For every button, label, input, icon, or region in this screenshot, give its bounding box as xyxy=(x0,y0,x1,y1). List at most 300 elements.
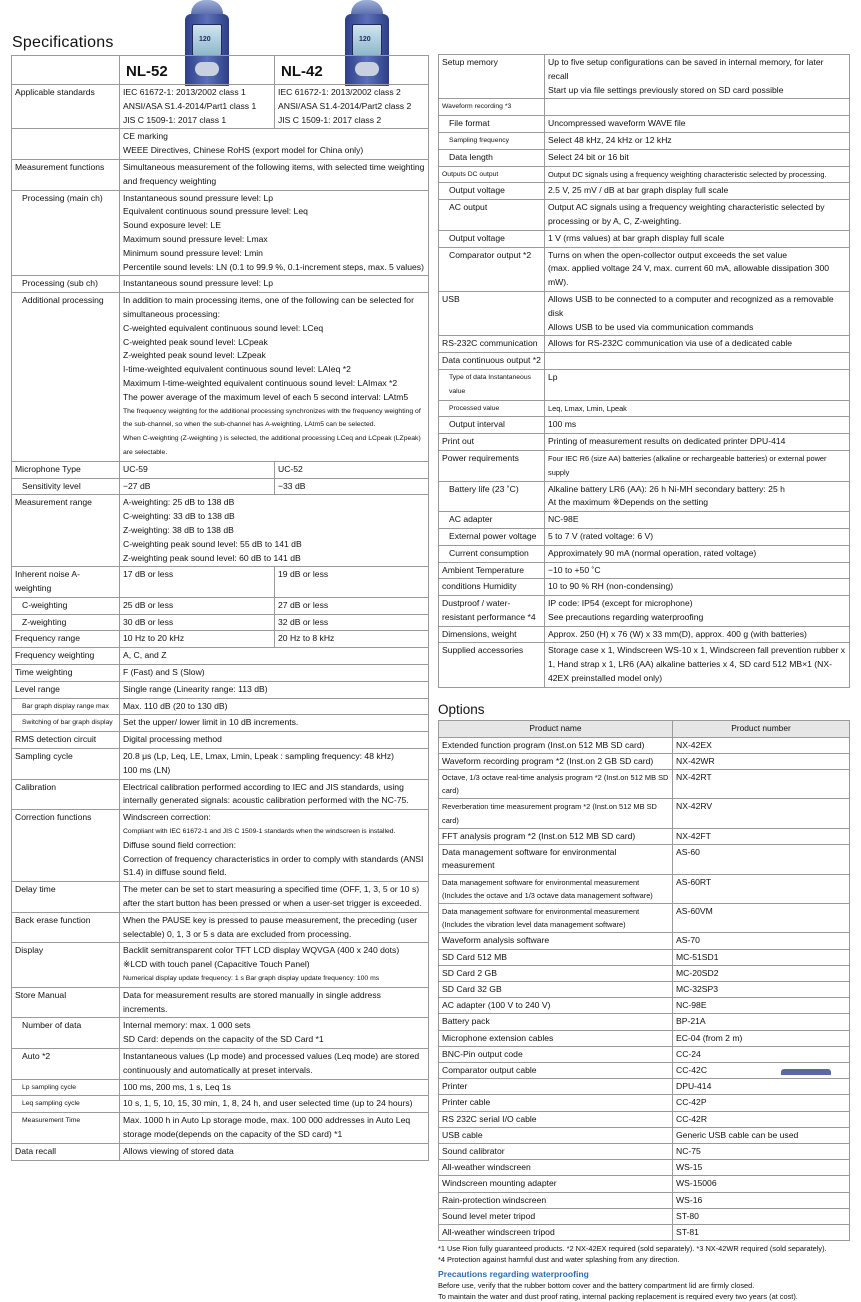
spec-value-text: Instantaneous sound pressure level: Lp xyxy=(123,278,274,289)
spec-label: Dustproof / water-resistant performance *4 xyxy=(439,596,545,627)
options-row xyxy=(439,1127,850,1143)
spec-value xyxy=(120,648,429,665)
spec-value xyxy=(120,159,429,190)
options-row xyxy=(439,1176,850,1192)
spec-value: Select 24 bit or 16 bit xyxy=(545,149,850,166)
spec-label: Microphone Type xyxy=(12,461,120,478)
spec-label: External power voltage xyxy=(439,528,545,545)
spec-value-text: Digital processing method xyxy=(123,734,222,745)
spec-value-text: When the PAUSE key is pressed to pause measurement, the preceding (user selectable) 0, 1, 3 or 5 s data are excluded from processing. xyxy=(123,914,418,939)
spec-label: C-weighting xyxy=(12,597,120,614)
spec-label: Processing (main ch) xyxy=(12,190,120,276)
spec-row xyxy=(12,129,429,160)
spec-row xyxy=(12,461,429,478)
spec-row xyxy=(439,230,850,247)
spec-row xyxy=(12,681,429,698)
spec-value: Allows USB to be connected to a computer and recognized as a removable disk Allows USB to be used via communication commands xyxy=(545,291,850,335)
spec-value-text: A, C, and Z xyxy=(123,650,167,661)
option-product-number: NX-42RV xyxy=(673,799,850,828)
spec-label: Inherent noise A-weighting xyxy=(12,567,120,598)
spec-row xyxy=(439,353,850,370)
spec-row xyxy=(12,779,429,810)
option-product-number: NX-42WR xyxy=(673,753,850,769)
options-row xyxy=(439,1143,850,1159)
spec-row xyxy=(12,943,429,987)
spec-value xyxy=(120,190,429,276)
options-row xyxy=(439,828,850,844)
spec-label: Bar graph display range max xyxy=(12,698,120,715)
nl42-meter-image: 120 xyxy=(345,0,389,86)
options-row xyxy=(439,903,850,932)
model-header-blank xyxy=(12,56,120,85)
spec-value xyxy=(120,882,429,913)
spec-value-nl52: IEC 61672-1: 2013/2002 class 1 ANSI/ASA S1.4-2014/Part1 class 1 JIS C 1509-1: 2017 class 1 xyxy=(120,85,275,129)
spec-row xyxy=(439,400,850,417)
spec-value xyxy=(120,912,429,943)
options-row xyxy=(439,1224,850,1240)
options-row xyxy=(439,1208,850,1224)
spec-row xyxy=(439,545,850,562)
spec-row xyxy=(12,276,429,293)
spec-row xyxy=(12,1096,429,1113)
spec-value-fine-print: Compliant with IEC 61672-1 and JIS C 1509-1 standards when the windscreen is installed. xyxy=(123,828,396,836)
spec-value: IP code: IP54 (except for microphone) See precautions regarding waterproofing xyxy=(545,596,850,627)
spec-value xyxy=(120,732,429,749)
options-row xyxy=(439,998,850,1014)
option-product-number: EC-04 (from 2 m) xyxy=(673,1030,850,1046)
spec-row xyxy=(12,495,429,567)
spec-label: Outputs DC output xyxy=(439,166,545,183)
spec-label: Comparator output *2 xyxy=(439,247,545,291)
options-row xyxy=(439,845,850,874)
spec-row xyxy=(12,1113,429,1144)
options-row xyxy=(439,933,850,949)
waterproofing-heading: Precautions regarding waterproofing xyxy=(438,1269,589,1280)
option-product-name: Waveform analysis software xyxy=(439,933,673,949)
spec-row xyxy=(439,166,850,183)
spec-value xyxy=(120,1113,429,1144)
spec-row xyxy=(12,478,429,495)
spec-row xyxy=(12,1018,429,1049)
spec-value-text: Max. 1000 h in Auto Lp storage mode, max. 100 000 addresses in Auto Leq storage mode(depends on the capacity of the SD card) *1 xyxy=(123,1115,411,1139)
spec-label: Leq sampling cycle xyxy=(12,1096,120,1113)
option-product-number: AS-60RT xyxy=(673,874,850,903)
option-product-name: Data management software for environmental measurement (Includes the octave and 1/3 octave data management software) xyxy=(439,874,673,903)
spec-value-nl42: 27 dB or less xyxy=(275,597,429,614)
spec-row xyxy=(12,631,429,648)
spec-value xyxy=(120,1143,429,1160)
specifications-title: Specifications xyxy=(12,34,114,51)
spec-row xyxy=(12,648,429,665)
spec-label: Type of data Instantaneous value xyxy=(439,369,545,400)
option-product-number: MC-32SP3 xyxy=(673,981,850,997)
spec-value: Approximately 90 mA (normal operation, rated voltage) xyxy=(545,545,850,562)
spec-value xyxy=(120,1096,429,1113)
spec-label: Output interval xyxy=(439,417,545,434)
spec-label: Store Manual xyxy=(12,987,120,1018)
spec-value: Select 48 kHz, 24 kHz or 12 kHz xyxy=(545,132,850,149)
spec-row xyxy=(439,417,850,434)
spec-label xyxy=(12,129,120,160)
spec-label: Current consumption xyxy=(439,545,545,562)
spec-row xyxy=(12,715,429,732)
option-product-name: Printer xyxy=(439,1079,673,1095)
option-product-number: CC-24 xyxy=(673,1046,850,1062)
spec-row xyxy=(12,732,429,749)
spec-value: Printing of measurement results on dedicated printer DPU-414 xyxy=(545,434,850,451)
option-product-number: DPU-414 xyxy=(673,1079,850,1095)
spec-row xyxy=(12,85,429,129)
option-product-name: Data management software for environmental measurement (Includes the vibration level data management software) xyxy=(439,903,673,932)
spec-value-fine-print: The frequency weighting for the additional processing synchronizes with the frequency weighting of the sub-channel, so when the sub-channel has A-weighting, LAtm5 can be selected. When C-weighting (Z-weighting ) is selected, the additional processing LCeq and LCpeak (LZpeak) are selectable. xyxy=(123,407,421,456)
spec-value-text: Set the upper/ lower limit in 10 dB increments. xyxy=(123,717,299,728)
spec-row xyxy=(439,643,850,687)
option-product-number: AS-70 xyxy=(673,933,850,949)
option-product-number: AS-60 xyxy=(673,845,850,874)
spec-value: Four IEC R6 (size AA) batteries (alkaline or rechargeable batteries) or external power supply xyxy=(545,450,850,481)
spec-label: Correction functions xyxy=(12,810,120,882)
options-row xyxy=(439,949,850,965)
right-spec-column xyxy=(438,54,849,1302)
spec-value: 2.5 V, 25 mV / dB at bar graph display full scale xyxy=(545,183,850,200)
spec-value: Leq, Lmax, Lmin, Lpeak xyxy=(545,400,850,417)
spec-value: Output AC signals using a frequency weighting characteristic selected by processing or by A, C, Z-weighting. xyxy=(545,200,850,231)
spec-row xyxy=(12,614,429,631)
spec-value xyxy=(120,810,429,882)
option-product-number: ST-81 xyxy=(673,1224,850,1240)
spec-label: Auto *2 xyxy=(12,1049,120,1080)
spec-value-nl52: 25 dB or less xyxy=(120,597,275,614)
spec-value-text: Single range (Linearity range: 113 dB) xyxy=(123,683,268,694)
spec-label: Time weighting xyxy=(12,665,120,682)
options-row xyxy=(439,1079,850,1095)
footnotes xyxy=(438,1243,849,1302)
spec-value: Alkaline battery LR6 (AA): 26 h Ni-MH secondary battery: 25 h At the maximum ※Depends on the setting xyxy=(545,481,850,512)
spec-row xyxy=(439,149,850,166)
spec-row xyxy=(439,596,850,627)
option-product-name: Windscreen mounting adapter xyxy=(439,1176,673,1192)
option-product-name: SD Card 32 GB xyxy=(439,981,673,997)
option-product-number: MC-51SD1 xyxy=(673,949,850,965)
options-header-product-number: Product number xyxy=(673,720,850,737)
spec-label: Sampling cycle xyxy=(12,749,120,780)
spec-row xyxy=(439,183,850,200)
spec-value: Approx. 250 (H) x 76 (W) x 33 mm(D), approx. 400 g (with batteries) xyxy=(545,626,850,643)
spec-label: File format xyxy=(439,116,545,133)
spec-label: Additional processing xyxy=(12,293,120,462)
spec-value xyxy=(120,129,429,160)
spec-row xyxy=(439,291,850,335)
options-row xyxy=(439,1192,850,1208)
spec-row xyxy=(12,665,429,682)
spec-row xyxy=(439,528,850,545)
spec-table-right xyxy=(438,54,850,688)
spec-row xyxy=(439,132,850,149)
spec-row xyxy=(439,200,850,231)
spec-value xyxy=(545,99,850,116)
spec-value: −10 to +50 ˚C xyxy=(545,562,850,579)
option-product-name: Comparator output cable xyxy=(439,1062,673,1078)
spec-row xyxy=(12,190,429,276)
options-table xyxy=(438,720,850,1241)
spec-label: RS-232C communication xyxy=(439,336,545,353)
page-corner-tab xyxy=(781,1069,831,1075)
spec-row xyxy=(439,99,850,116)
spec-value xyxy=(120,943,429,987)
spec-value xyxy=(120,665,429,682)
option-product-name: Octave, 1/3 octave real-time analysis program *2 (Inst.on 512 MB SD card) xyxy=(439,770,673,799)
spec-value-nl52: UC-59 xyxy=(120,461,275,478)
option-product-number: MC-20SD2 xyxy=(673,965,850,981)
spec-label: Data recall xyxy=(12,1143,120,1160)
spec-row xyxy=(12,293,429,462)
spec-value-text: Data for measurement results are stored manually in single address increments. xyxy=(123,989,381,1014)
spec-value-nl42: IEC 61672-1: 2013/2002 class 2 ANSI/ASA S1.4-2014/Part2 class 2 JIS C 1509-1: 2017 class 2 xyxy=(275,85,429,129)
spec-value xyxy=(120,1018,429,1049)
options-row xyxy=(439,1111,850,1127)
spec-label: Battery life (23 ˚C) xyxy=(439,481,545,512)
spec-value: Lp xyxy=(545,369,850,400)
spec-value xyxy=(120,495,429,567)
spec-label: USB xyxy=(439,291,545,335)
spec-row xyxy=(12,987,429,1018)
spec-value xyxy=(120,681,429,698)
spec-label: Data continuous output *2 xyxy=(439,353,545,370)
spec-value-text: Instantaneous values (Lp mode) and processed values (Leq mode) are stored continuously and automatically at preset intervals. xyxy=(123,1051,420,1075)
option-product-number: WS-15 xyxy=(673,1160,850,1176)
option-product-number: CC-42R xyxy=(673,1111,850,1127)
spec-row xyxy=(439,336,850,353)
option-product-name: Waveform recording program *2 (Inst.on 2 GB SD card) xyxy=(439,753,673,769)
options-row xyxy=(439,1160,850,1176)
spec-label: Back erase function xyxy=(12,912,120,943)
spec-value-text: Electrical calibration performed according to IEC and JIS standards, using internally generated signals: acoustic calibration performed with the NC-75. xyxy=(123,781,409,806)
spec-value: Turns on when the open-collector output exceeds the set value (max. applied voltage 24 V, max. current 60 mA, allowable dissipation 300 mW). xyxy=(545,247,850,291)
options-row xyxy=(439,770,850,799)
spec-label: Output voltage xyxy=(439,183,545,200)
option-product-name: Sound calibrator xyxy=(439,1143,673,1159)
options-row xyxy=(439,1030,850,1046)
option-product-number: NC-98E xyxy=(673,998,850,1014)
model-nl42-heading: NL-42 xyxy=(275,56,429,85)
spec-label: Dimensions, weight xyxy=(439,626,545,643)
spec-row xyxy=(12,159,429,190)
spec-row xyxy=(439,434,850,451)
spec-row xyxy=(12,882,429,913)
spec-value xyxy=(120,749,429,780)
option-product-name: Extended function program (Inst.on 512 MB SD card) xyxy=(439,737,673,753)
option-product-name: RS 232C serial I/O cable xyxy=(439,1111,673,1127)
spec-label: RMS detection circuit xyxy=(12,732,120,749)
option-product-number: Generic USB cable can be used xyxy=(673,1127,850,1143)
spec-value xyxy=(120,715,429,732)
options-row xyxy=(439,965,850,981)
spec-row xyxy=(439,247,850,291)
spec-table-left xyxy=(11,55,429,1161)
footnote-1: *1 Use Rion fully guaranteed products. *2 NX-42EX required (sold separately). *3 NX-42WR required (sold separately). xyxy=(438,1244,827,1254)
spec-value-text: CE marking WEEE Directives, Chinese RoHS (export model for China only) xyxy=(123,131,364,156)
spec-label: Calibration xyxy=(12,779,120,810)
spec-value: 1 V (rms values) at bar graph display full scale xyxy=(545,230,850,247)
option-product-name: Rain-protection windscreen xyxy=(439,1192,673,1208)
spec-row xyxy=(439,626,850,643)
spec-row xyxy=(439,562,850,579)
spec-value xyxy=(120,987,429,1018)
spec-label: Data length xyxy=(439,149,545,166)
spec-row xyxy=(439,450,850,481)
spec-value: 10 to 90 % RH (non-condensing) xyxy=(545,579,850,596)
spec-value: 100 ms xyxy=(545,417,850,434)
spec-value xyxy=(120,1079,429,1096)
option-product-name: USB cable xyxy=(439,1127,673,1143)
option-product-name: SD Card 2 GB xyxy=(439,965,673,981)
spec-value-text: Backlit semitransparent color TFT LCD display WQVGA (400 x 240 dots) ※LCD with touch panel (Capacitive Touch Panel) xyxy=(123,945,400,970)
spec-label: Ambient Temperature xyxy=(439,562,545,579)
spec-value-text: 10 s, 1, 5, 10, 15, 30 min, 1, 8, 24 h, and user selected time (up to 24 hours) xyxy=(123,1098,413,1109)
spec-value: Output DC signals using a frequency weighting characteristic selected by processing. xyxy=(545,166,850,183)
spec-value-text: 100 ms, 200 ms, 1 s, Leq 1s xyxy=(123,1081,231,1092)
spec-label: Measurement range xyxy=(12,495,120,567)
spec-label: Level range xyxy=(12,681,120,698)
spec-value-nl52: −27 dB xyxy=(120,478,275,495)
option-product-number: NC-75 xyxy=(673,1143,850,1159)
spec-label: Waveform recording *3 xyxy=(439,99,545,116)
spec-value-text: Instantaneous sound pressure level: Lp Equivalent continuous sound pressure level: Leq Sound exposure level: LE Maximum sound pressure level: Lmax Minimum sound pressure level: Lmin Percentile sound levels: LN (0.1 to 99.9 %, 0.1-increment steps, max. 5 values) xyxy=(123,192,424,272)
spec-value-nl42: −33 dB xyxy=(275,478,429,495)
spec-row xyxy=(12,912,429,943)
spec-label: Display xyxy=(12,943,120,987)
spec-row xyxy=(439,481,850,512)
option-product-name: All-weather windscreen xyxy=(439,1160,673,1176)
options-row xyxy=(439,737,850,753)
spec-value-nl52: 30 dB or less xyxy=(120,614,275,631)
spec-row xyxy=(439,512,850,529)
spec-label: conditions Humidity xyxy=(439,579,545,596)
spec-label: Output voltage xyxy=(439,230,545,247)
option-product-number: NX-42RT xyxy=(673,770,850,799)
spec-value-nl52: 10 Hz to 20 kHz xyxy=(120,631,275,648)
spec-value: Storage case x 1, Windscreen WS-10 x 1, Windscreen fall prevention rubber x 1, Hand strap x 1, LR6 (AA) alkaline batteries x 4, SD card 512 MB×1 (NX-42EX preinstalled model only) xyxy=(545,643,850,687)
spec-label: Processing (sub ch) xyxy=(12,276,120,293)
option-product-name: BNC-Pin output code xyxy=(439,1046,673,1062)
option-product-number: BP-21A xyxy=(673,1014,850,1030)
spec-label: AC output xyxy=(439,200,545,231)
option-product-number: AS-60VM xyxy=(673,903,850,932)
spec-row xyxy=(12,749,429,780)
spec-label: Sensitivity level xyxy=(12,478,120,495)
option-product-name: SD Card 512 MB xyxy=(439,949,673,965)
option-product-name: AC adapter (100 V to 240 V) xyxy=(439,998,673,1014)
spec-row xyxy=(12,698,429,715)
spec-label: AC adapter xyxy=(439,512,545,529)
option-product-name: Microphone extension cables xyxy=(439,1030,673,1046)
spec-row xyxy=(12,1143,429,1160)
spec-value-nl42: 32 dB or less xyxy=(275,614,429,631)
spec-row xyxy=(439,579,850,596)
spec-value: 5 to 7 V (rated voltage: 6 V) xyxy=(545,528,850,545)
spec-value-text: F (Fast) and S (Slow) xyxy=(123,667,205,678)
spec-label: Delay time xyxy=(12,882,120,913)
option-product-number: ST-80 xyxy=(673,1208,850,1224)
spec-label: Print out xyxy=(439,434,545,451)
option-product-number: CC-42C xyxy=(673,1062,850,1078)
spec-value-text: Allows viewing of stored data xyxy=(123,1145,234,1156)
options-row xyxy=(439,1014,850,1030)
spec-row xyxy=(12,810,429,882)
spec-row xyxy=(12,567,429,598)
waterproofing-text-1: Before use, verify that the rubber bottom cover and the battery compartment lid are firmly closed. xyxy=(438,1281,755,1291)
option-product-name: Data management software for environmental measurement xyxy=(439,845,673,874)
spec-label: Processed value xyxy=(439,400,545,417)
option-product-name: Printer cable xyxy=(439,1095,673,1111)
options-title: Options xyxy=(438,701,485,717)
spec-value-text: Windscreen correction: xyxy=(123,812,211,823)
spec-row xyxy=(439,116,850,133)
option-product-name: Sound level meter tripod xyxy=(439,1208,673,1224)
spec-label: Switching of bar graph display xyxy=(12,715,120,732)
option-product-name: All-weather windscreen tripod xyxy=(439,1224,673,1240)
option-product-number: NX-42FT xyxy=(673,828,850,844)
spec-value-text: Internal memory: max. 1 000 sets SD Card: depends on the capacity of the SD Card *1 xyxy=(123,1020,324,1045)
spec-value-text: 20.8 μs (Lp, Leq, LE, Lmax, Lmin, Lpeak : sampling frequency: 48 kHz) 100 ms (LN) xyxy=(123,751,395,775)
spec-label: Measurement functions xyxy=(12,159,120,190)
waterproofing-text-2: To maintain the water and dust proof rating, internal packing replacement is required every two years (at cost). xyxy=(438,1292,798,1302)
option-product-name: Reverberation time measurement program *2 (Inst.on 512 MB SD card) xyxy=(439,799,673,828)
spec-label: Applicable standards xyxy=(12,85,120,129)
option-product-name: FFT analysis program *2 (Inst.on 512 MB SD card) xyxy=(439,828,673,844)
spec-label: Sampling frequency xyxy=(439,132,545,149)
spec-row xyxy=(439,55,850,99)
options-header-product-name: Product name xyxy=(439,720,673,737)
spec-value-text-2: Diffuse sound field correction: Correction of frequency characteristics in order to comply with standards (ANSI S1.4) in diffuse sound field. xyxy=(123,839,424,878)
option-product-number: WS-16 xyxy=(673,1192,850,1208)
spec-value: NC-98E xyxy=(545,512,850,529)
nl52-meter-image: 120 xyxy=(185,0,229,86)
options-row xyxy=(439,799,850,828)
spec-value-nl42: 20 Hz to 8 kHz xyxy=(275,631,429,648)
spec-value: Uncompressed waveform WAVE file xyxy=(545,116,850,133)
options-row xyxy=(439,1095,850,1111)
spec-label: Number of data xyxy=(12,1018,120,1049)
spec-label: Measurement Time xyxy=(12,1113,120,1144)
model-nl52-heading: NL-52 xyxy=(120,56,275,85)
spec-value-text: In addition to main processing items, one of the following can be selected for simultaneous processing: C-weighted equivalent continuous sound level: LCeq C-weighted peak sound level: LCpeak Z-weighted peak sound level: LZpeak I-time-weighted equivalent continuous sound level: LAIeq *2 Maximum I-time-weighted equivalent continuous sound level: LAImax *2 The power average of the maximum level of each 5 second interval: LAtm5 xyxy=(123,295,414,402)
spec-row xyxy=(12,1079,429,1096)
spec-value-text: A-weighting: 25 dB to 138 dB C-weighting: 33 dB to 138 dB Z-weighting: 38 dB to 138 dB C-weighting peak sound level: 55 dB to 141 dB Z-weighting peak sound level: 60 dB to 141 dB xyxy=(123,497,302,563)
spec-label: Frequency range xyxy=(12,631,120,648)
spec-value: Up to five setup configurations can be saved in internal memory, for later recall Start up via file settings previously stored on SD card possible xyxy=(545,55,850,99)
spec-value-nl42: UC-52 xyxy=(275,461,429,478)
spec-label: Setup memory xyxy=(439,55,545,99)
options-row xyxy=(439,1046,850,1062)
spec-label: Supplied accessories xyxy=(439,643,545,687)
spec-label: Frequency weighting xyxy=(12,648,120,665)
spec-label: Power requirements xyxy=(439,450,545,481)
spec-label: Lp sampling cycle xyxy=(12,1079,120,1096)
spec-value: Allows for RS-232C communication via use of a dedicated cable xyxy=(545,336,850,353)
spec-value xyxy=(120,698,429,715)
spec-value-nl52: 17 dB or less xyxy=(120,567,275,598)
footnote-2: *4 Protection against harmful dust and water splashing from any direction. xyxy=(438,1255,680,1265)
options-row xyxy=(439,981,850,997)
option-product-number: WS-15006 xyxy=(673,1176,850,1192)
spec-label: Z-weighting xyxy=(12,614,120,631)
spec-value xyxy=(545,353,850,370)
spec-value xyxy=(120,293,429,462)
spec-value xyxy=(120,276,429,293)
option-product-number: CC-42P xyxy=(673,1095,850,1111)
option-product-number: NX-42EX xyxy=(673,737,850,753)
